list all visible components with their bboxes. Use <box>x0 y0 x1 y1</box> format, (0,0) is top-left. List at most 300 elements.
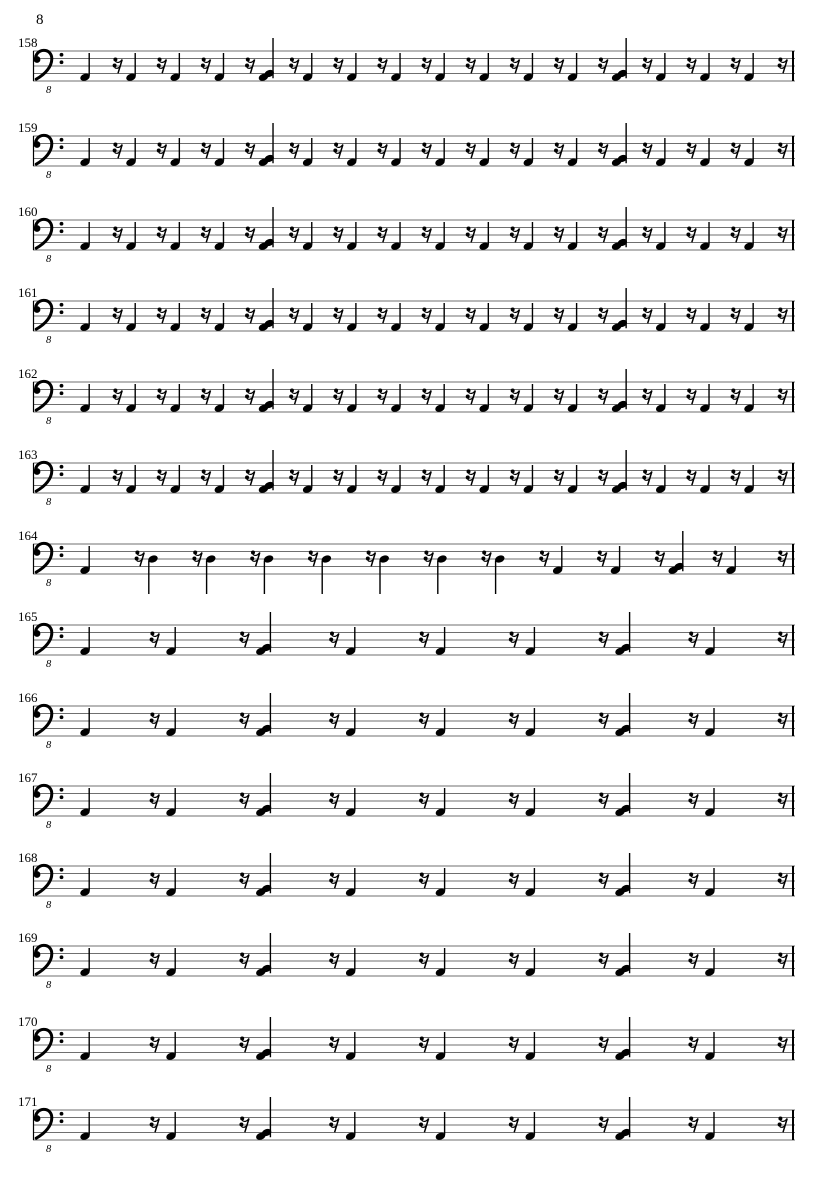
rest-icon <box>239 1117 249 1133</box>
clef-octave-label: 8 <box>46 85 52 96</box>
quarter-note <box>165 868 177 897</box>
final-rest-icon <box>778 308 788 324</box>
final-rest-icon <box>778 143 788 159</box>
rest-icon <box>201 308 211 324</box>
quarter-note <box>434 53 446 82</box>
quarter-note <box>345 708 357 737</box>
rest-icon <box>157 308 167 324</box>
rest-icon <box>598 227 608 243</box>
staff-system-167 <box>0 758 835 838</box>
rest-icon <box>150 1037 160 1053</box>
rest-icon <box>686 389 696 405</box>
quarter-note <box>125 303 137 332</box>
rest-icon <box>688 632 698 648</box>
rest-icon <box>239 953 249 969</box>
quarter-note <box>345 627 357 656</box>
quarter-note <box>169 138 181 167</box>
rest-icon <box>554 470 564 486</box>
rest-icon <box>599 953 609 969</box>
bass-clef-icon <box>34 219 64 248</box>
clef-dot <box>60 788 64 792</box>
quarter-note <box>552 546 564 575</box>
quarter-note <box>79 465 91 494</box>
note-chord <box>258 369 275 413</box>
quarter-note <box>524 1032 536 1061</box>
rest-icon <box>422 227 432 243</box>
quarter-note <box>390 53 402 82</box>
quarter-note <box>655 384 667 413</box>
quarter-note <box>345 788 357 817</box>
quarter-note <box>567 303 579 332</box>
staff-system-169 <box>0 918 835 998</box>
quarter-note <box>699 384 711 413</box>
quarter-note <box>524 948 536 977</box>
rest-icon <box>135 551 145 567</box>
quarter-note <box>522 465 534 494</box>
staff-svg <box>0 597 835 677</box>
rest-icon <box>289 470 299 486</box>
final-rest-icon <box>778 873 788 889</box>
rest-icon <box>554 143 564 159</box>
quarter-note <box>390 384 402 413</box>
staff-svg <box>0 838 835 918</box>
quarter-note <box>390 303 402 332</box>
bass-clef-icon <box>34 865 64 894</box>
rest-icon <box>333 470 343 486</box>
quarter-note <box>345 868 357 897</box>
rest-icon <box>422 143 432 159</box>
rest-icon <box>245 389 255 405</box>
staff-svg <box>0 273 835 353</box>
quarter-note <box>567 53 579 82</box>
quarter-note <box>567 465 579 494</box>
clef-dot <box>60 310 64 314</box>
quarter-note <box>522 384 534 413</box>
rest-icon <box>245 308 255 324</box>
bass-clef-icon <box>34 462 64 491</box>
rest-icon <box>688 953 698 969</box>
quarter-note <box>478 465 490 494</box>
quarter-note <box>169 303 181 332</box>
quarter-note <box>79 948 91 977</box>
bass-clef-icon <box>34 135 64 164</box>
rest-icon <box>688 1117 698 1133</box>
rest-icon <box>597 551 607 567</box>
rest-icon <box>250 551 260 567</box>
quarter-note <box>434 138 446 167</box>
rest-icon <box>239 1037 249 1053</box>
staff-system-160 <box>0 192 835 272</box>
rest-icon <box>598 470 608 486</box>
staff-system-171 <box>0 1082 835 1162</box>
final-rest-icon <box>778 389 788 405</box>
rest-icon <box>642 308 652 324</box>
rest-icon <box>466 389 476 405</box>
rest-icon <box>509 873 519 889</box>
quarter-note <box>79 222 91 251</box>
rest-icon <box>731 227 741 243</box>
quarter-note <box>165 788 177 817</box>
clef-dot <box>60 708 64 712</box>
quarter-note <box>345 1032 357 1061</box>
clef-dot <box>60 868 64 872</box>
rest-icon <box>157 58 167 74</box>
clef-dot <box>60 145 64 149</box>
quarter-note <box>346 384 358 413</box>
clef-dot <box>60 795 64 799</box>
quarter-note <box>478 138 490 167</box>
measure-number: 158 <box>18 35 38 50</box>
clef-dot <box>60 955 64 959</box>
quarter-note <box>165 948 177 977</box>
quarter-note <box>699 138 711 167</box>
rest-icon <box>329 873 339 889</box>
bass-clef-icon <box>34 624 64 653</box>
note-chord <box>611 123 628 167</box>
clef-dot <box>60 1112 64 1116</box>
staff-system-165 <box>0 597 835 677</box>
rest-icon <box>731 58 741 74</box>
quarter-note <box>567 138 579 167</box>
quarter-note <box>346 53 358 82</box>
quarter-note <box>435 868 447 897</box>
measure-number: 170 <box>18 1014 38 1029</box>
quarter-note <box>213 303 225 332</box>
quarter-note <box>567 384 579 413</box>
measure-number: 159 <box>18 120 38 135</box>
quarter-note <box>169 222 181 251</box>
staff-svg <box>0 758 835 838</box>
final-rest-icon <box>778 470 788 486</box>
measure-number: 166 <box>18 690 38 705</box>
rest-icon <box>642 470 652 486</box>
rest-icon <box>113 58 123 74</box>
clef-octave-label: 8 <box>46 497 52 508</box>
clef-dot <box>60 1119 64 1123</box>
quarter-note <box>346 138 358 167</box>
clef-octave-label: 8 <box>46 900 52 911</box>
quarter-note <box>524 708 536 737</box>
rest-icon <box>510 470 520 486</box>
rest-icon <box>245 470 255 486</box>
staff-system-168 <box>0 838 835 918</box>
rest-icon <box>377 58 387 74</box>
rest-icon <box>599 1117 609 1133</box>
quarter-note <box>346 303 358 332</box>
measure-number: 169 <box>18 930 38 945</box>
rest-icon <box>201 143 211 159</box>
quarter-note <box>704 868 716 897</box>
quarter-note <box>345 1112 357 1141</box>
rest-icon <box>686 308 696 324</box>
quarter-note <box>165 708 177 737</box>
quarter-note <box>125 465 137 494</box>
quarter-note <box>390 138 402 167</box>
quarter-note <box>704 1032 716 1061</box>
rest-icon <box>510 58 520 74</box>
quarter-note <box>79 138 91 167</box>
quarter-note <box>79 1112 91 1141</box>
quarter-note <box>434 465 446 494</box>
quarter-note <box>79 53 91 82</box>
rest-icon <box>509 1037 519 1053</box>
staff-system-158 <box>0 23 835 103</box>
rest-icon <box>731 143 741 159</box>
note-chord <box>258 450 275 494</box>
rest-icon <box>201 227 211 243</box>
rest-icon <box>688 793 698 809</box>
final-rest-icon <box>778 227 788 243</box>
staff-svg <box>0 1002 835 1082</box>
page-number: 8 <box>36 12 44 28</box>
quarter-note <box>743 138 755 167</box>
quarter-note <box>169 384 181 413</box>
clef-dot <box>60 472 64 476</box>
quarter-note <box>522 138 534 167</box>
quarter-note <box>165 1032 177 1061</box>
rest-icon <box>539 551 549 567</box>
quarter-note <box>302 53 314 82</box>
clef-dot <box>60 138 64 142</box>
rest-icon <box>642 227 652 243</box>
quarter-note <box>743 303 755 332</box>
quarter-note <box>125 384 137 413</box>
rest-icon <box>333 58 343 74</box>
staff-system-159 <box>0 108 835 188</box>
clef-dot <box>60 634 64 638</box>
bass-clef-icon <box>34 1029 64 1058</box>
rest-icon <box>510 143 520 159</box>
bass-clef-icon <box>34 300 64 329</box>
rest-icon <box>419 793 429 809</box>
quarter-note <box>302 138 314 167</box>
quarter-note <box>704 788 716 817</box>
rest-icon <box>688 873 698 889</box>
bass-clef-icon <box>34 381 64 410</box>
rest-icon <box>599 873 609 889</box>
quarter-note <box>79 303 91 332</box>
rest-icon <box>642 143 652 159</box>
rest-icon <box>245 227 255 243</box>
clef-dot <box>60 1032 64 1036</box>
quarter-note <box>524 1112 536 1141</box>
bass-clef-icon <box>34 1109 64 1138</box>
rest-icon <box>201 470 211 486</box>
quarter-note <box>743 53 755 82</box>
quarter-note <box>165 627 177 656</box>
rest-icon <box>150 632 160 648</box>
rest-icon <box>686 470 696 486</box>
rest-icon <box>157 470 167 486</box>
rest-icon <box>419 873 429 889</box>
staff-system-163 <box>0 435 835 515</box>
rest-icon <box>333 227 343 243</box>
rest-icon <box>688 1037 698 1053</box>
note-chord <box>255 1017 272 1061</box>
rest-icon <box>466 143 476 159</box>
quarter-note <box>79 546 91 575</box>
rest-icon <box>686 143 696 159</box>
note-chord <box>611 288 628 332</box>
bass-clef-icon <box>34 785 64 814</box>
staff-system-162 <box>0 354 835 434</box>
rest-icon <box>598 58 608 74</box>
rest-icon <box>642 58 652 74</box>
rest-icon <box>509 953 519 969</box>
quarter-note <box>213 138 225 167</box>
rest-icon <box>329 713 339 729</box>
rest-icon <box>377 389 387 405</box>
bass-clef-icon <box>34 705 64 734</box>
quarter-note <box>169 465 181 494</box>
note-chord <box>255 1097 272 1141</box>
quarter-note <box>478 303 490 332</box>
rest-icon <box>424 551 434 567</box>
quarter-note <box>478 384 490 413</box>
rest-icon <box>308 551 318 567</box>
quarter-note <box>699 465 711 494</box>
note-chord <box>614 1097 631 1141</box>
measure-number: 164 <box>18 528 38 543</box>
rest-icon <box>419 1117 429 1133</box>
rest-icon <box>598 308 608 324</box>
final-rest-icon <box>778 1037 788 1053</box>
quarter-note <box>434 222 446 251</box>
rest-icon <box>554 58 564 74</box>
clef-octave-label: 8 <box>46 1144 52 1155</box>
quarter-note <box>524 788 536 817</box>
rest-icon <box>481 551 491 567</box>
clef-dot <box>60 875 64 879</box>
rest-icon <box>201 58 211 74</box>
clef-octave-label: 8 <box>46 659 52 670</box>
quarter-note <box>165 1112 177 1141</box>
rest-icon <box>113 227 123 243</box>
clef-octave-label: 8 <box>46 1064 52 1075</box>
quarter-note <box>655 465 667 494</box>
clef-dot <box>60 553 64 557</box>
rest-icon <box>554 308 564 324</box>
rest-icon <box>150 873 160 889</box>
final-rest-icon <box>778 793 788 809</box>
rest-icon <box>239 793 249 809</box>
clef-octave-label: 8 <box>46 254 52 265</box>
rest-icon <box>599 793 609 809</box>
quarter-note <box>346 465 358 494</box>
clef-dot <box>60 303 64 307</box>
staff-svg <box>0 516 835 596</box>
quarter-note <box>704 708 716 737</box>
rest-icon <box>422 470 432 486</box>
quarter-note <box>704 627 716 656</box>
rest-icon <box>201 389 211 405</box>
note-chord <box>258 38 275 82</box>
rest-icon <box>688 713 698 729</box>
rest-icon <box>157 143 167 159</box>
staff-svg <box>0 354 835 434</box>
quarter-note <box>699 222 711 251</box>
rest-icon <box>289 227 299 243</box>
quarter-note <box>302 222 314 251</box>
rest-icon <box>113 143 123 159</box>
clef-dot <box>60 715 64 719</box>
measure-number: 168 <box>18 850 38 865</box>
quarter-note <box>522 222 534 251</box>
quarter-note <box>346 222 358 251</box>
rest-icon <box>333 389 343 405</box>
staff-system-161 <box>0 273 835 353</box>
rest-icon <box>245 143 255 159</box>
clef-dot <box>60 229 64 233</box>
quarter-note <box>704 948 716 977</box>
rest-icon <box>466 308 476 324</box>
clef-octave-label: 8 <box>46 820 52 831</box>
quarter-note <box>699 53 711 82</box>
note-chord <box>611 369 628 413</box>
rest-icon <box>686 227 696 243</box>
staff-svg <box>0 108 835 188</box>
quarter-note <box>79 384 91 413</box>
rest-icon <box>713 551 723 567</box>
quarter-note <box>79 868 91 897</box>
rest-icon <box>329 953 339 969</box>
clef-dot <box>60 222 64 226</box>
rest-icon <box>510 308 520 324</box>
bass-clef-icon <box>34 543 64 572</box>
staff-system-164 <box>0 516 835 596</box>
quarter-note <box>79 708 91 737</box>
rest-icon <box>466 227 476 243</box>
quarter-note <box>655 222 667 251</box>
quarter-note <box>743 222 755 251</box>
rest-icon <box>289 143 299 159</box>
note-chord <box>667 531 684 575</box>
staff-svg <box>0 23 835 103</box>
quarter-note <box>434 303 446 332</box>
rest-icon <box>466 470 476 486</box>
quarter-note <box>390 222 402 251</box>
rest-icon <box>239 713 249 729</box>
quarter-note <box>213 465 225 494</box>
quarter-note <box>213 53 225 82</box>
quarter-note <box>213 384 225 413</box>
quarter-note <box>435 1112 447 1141</box>
quarter-note <box>434 384 446 413</box>
rest-icon <box>289 58 299 74</box>
clef-octave-label: 8 <box>46 170 52 181</box>
rest-icon <box>509 1117 519 1133</box>
rest-icon <box>113 308 123 324</box>
staff-system-170 <box>0 1002 835 1082</box>
note-chord <box>614 612 631 656</box>
clef-dot <box>60 60 64 64</box>
rest-icon <box>731 308 741 324</box>
quarter-note <box>567 222 579 251</box>
quarter-note <box>478 222 490 251</box>
quarter-note <box>125 138 137 167</box>
measure-number: 165 <box>18 609 38 624</box>
final-rest-icon <box>778 58 788 74</box>
quarter-note <box>435 1032 447 1061</box>
clef-octave-label: 8 <box>46 335 52 346</box>
rest-icon <box>366 551 376 567</box>
measure-number: 163 <box>18 447 38 462</box>
clef-octave-label: 8 <box>46 980 52 991</box>
note-chord <box>255 612 272 656</box>
rest-icon <box>422 389 432 405</box>
note-chord <box>255 773 272 817</box>
rest-icon <box>509 713 519 729</box>
